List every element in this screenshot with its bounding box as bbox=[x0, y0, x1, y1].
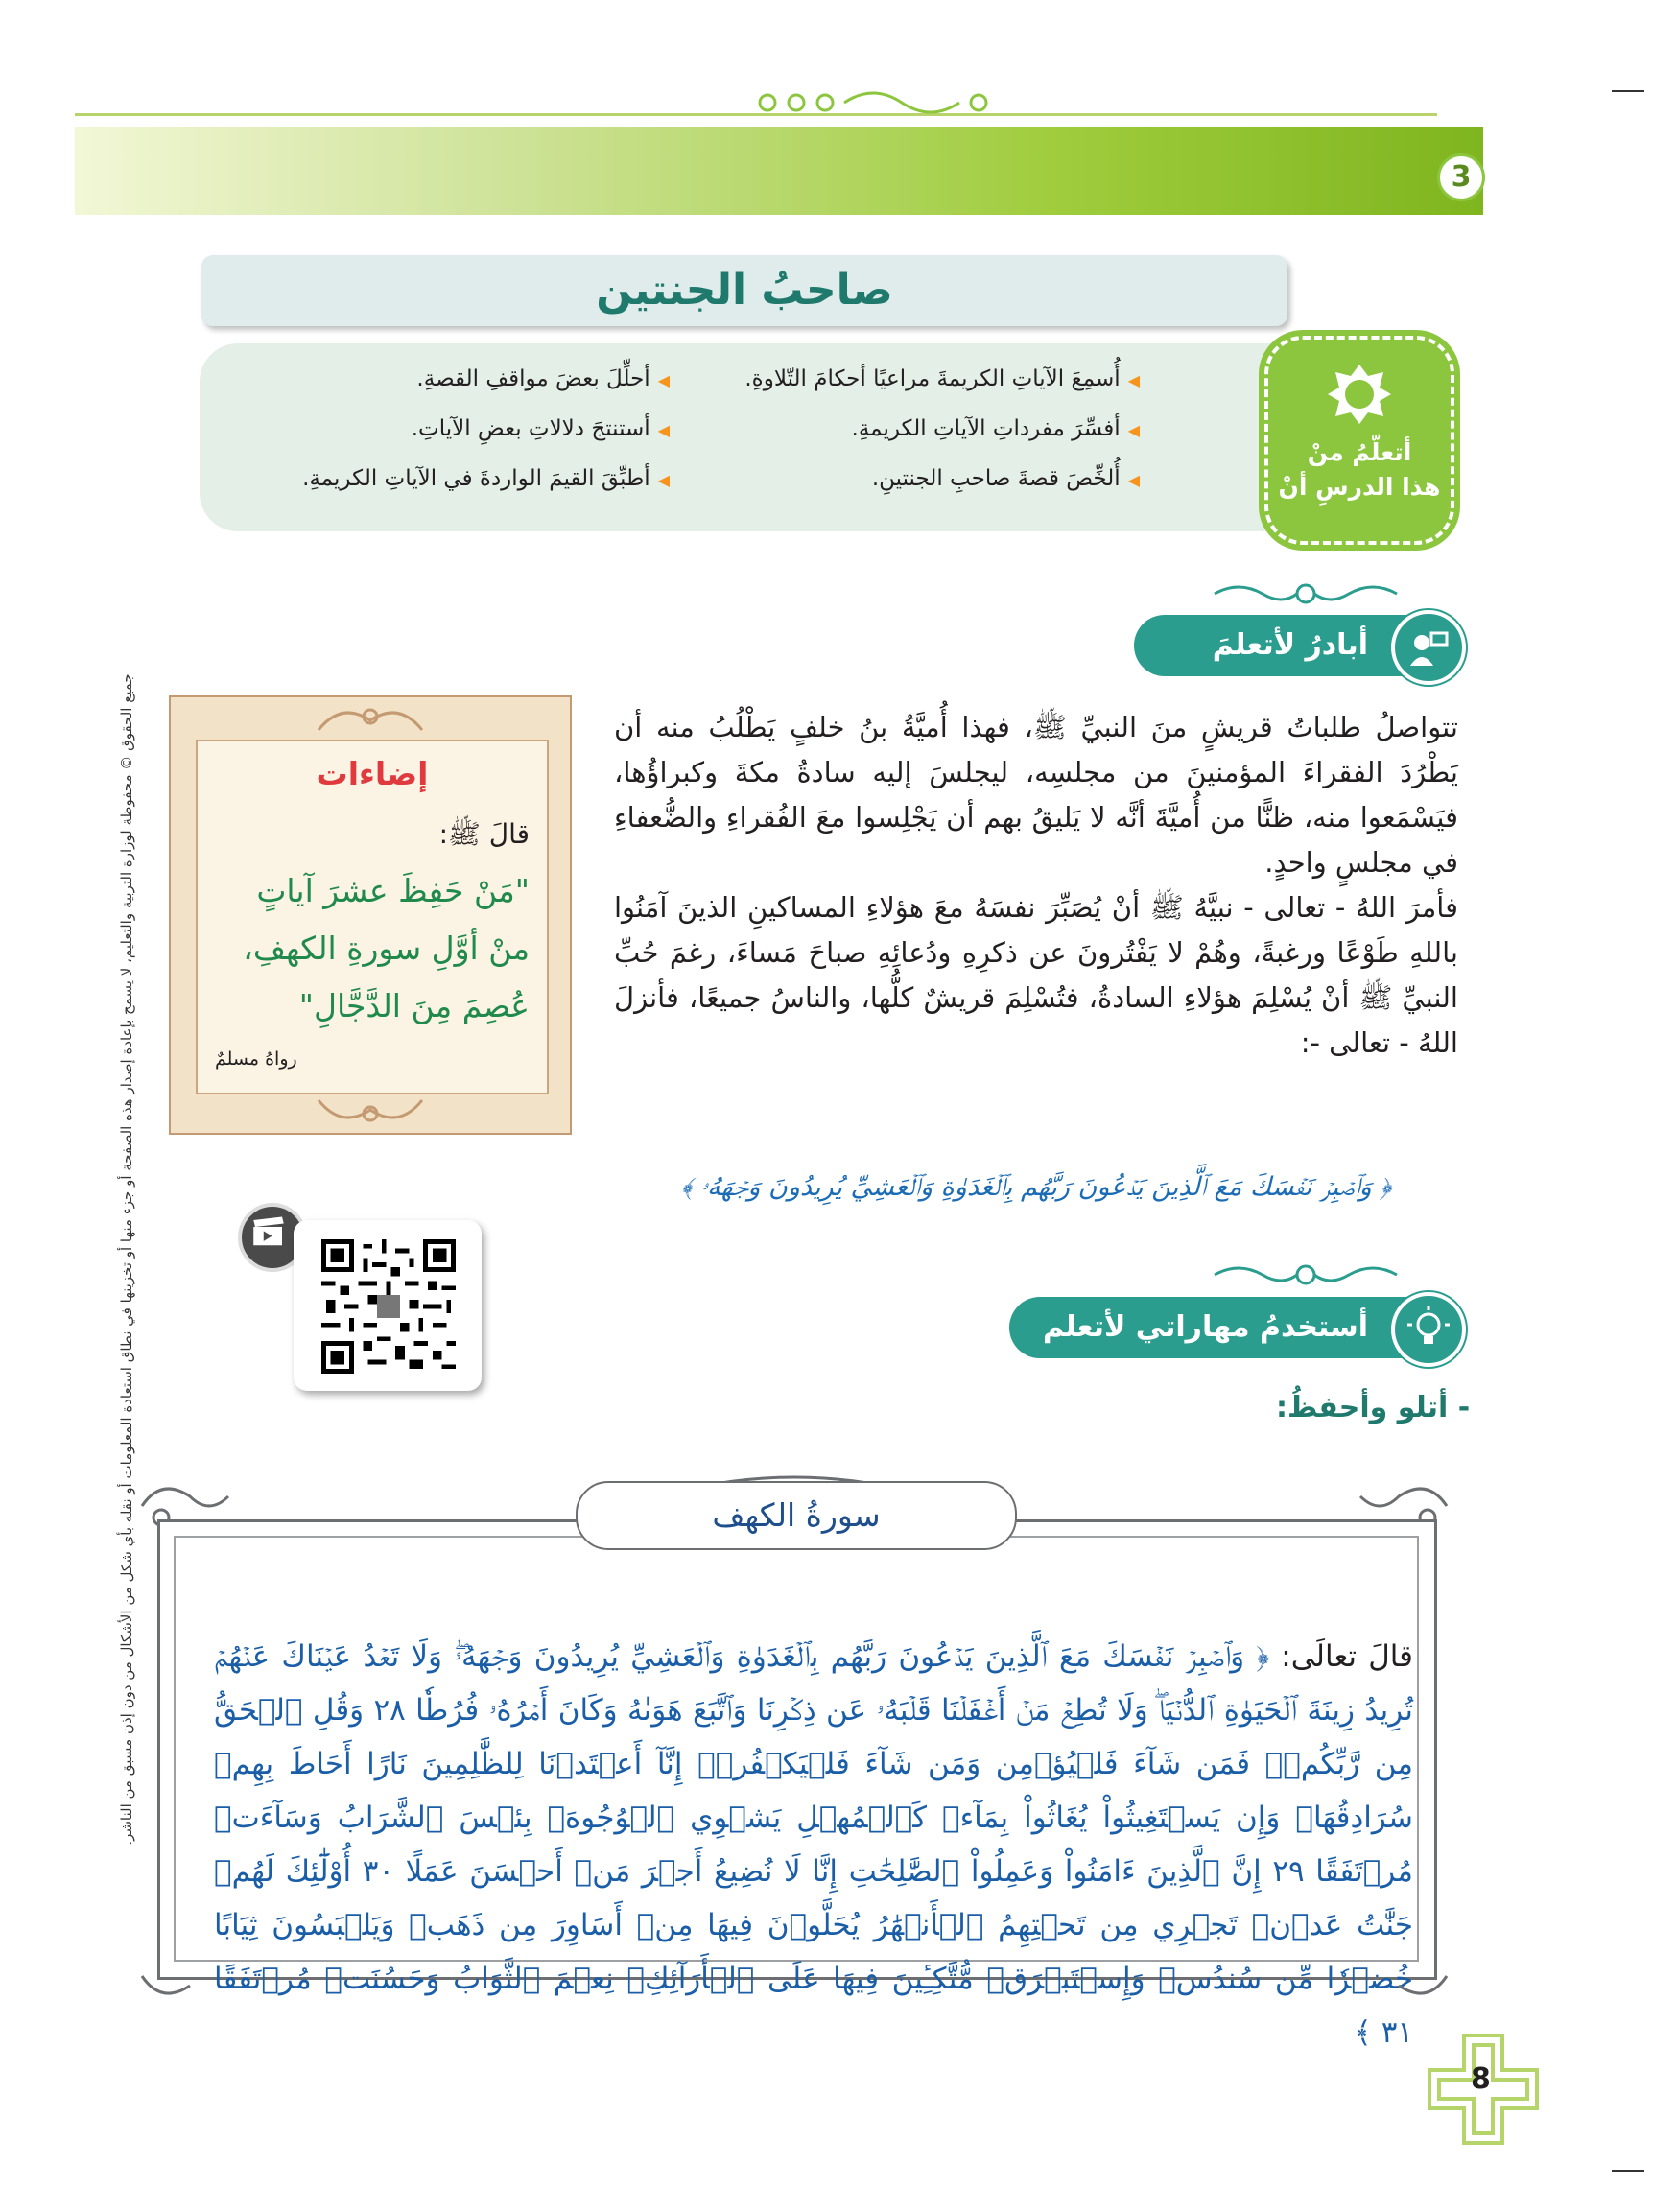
banner-ornament bbox=[729, 88, 1017, 117]
objective-item: ◀أفسِّرَ مفرداتِ الآياتِ الكريمةِ. bbox=[851, 416, 1140, 441]
verse-text: ﴿ وَٱصۡبِرۡ نَفۡسَكَ مَعَ ٱلَّذِينَ يَدۡعُونَ رَبَّهُم بِٱلۡغَدَوٰةِ وَٱلۡعَشِيِّ يُرِيدُونَ وَجۡهَهُۥۖ وَلَا تَعۡدُ عَيۡنَاكَ عَنۡهُمۡ تُرِيدُ زِينَةَ ٱلۡحَيَوٰةِ ٱلدُّنۡيَاۖ وَلَا تُطِعۡ مَنۡ أَغۡفَلۡنَا قَلۡبَهُۥ عَن ذِكۡرِنَا وَٱتَّبَعَ هَوَىٰهُ وَكَانَ أَمۡرُهُۥ فُرُطٗا ٢٨ وَقُلِ ٱلۡحَقُّ مِن رَّبِّكُمۡۖ فَمَن شَآءَ فَلۡيُؤۡمِن وَمَن شَآءَ فَلۡيَكۡفُرۡۚ إِنَّآ أَعۡتَدۡنَا لِلظَّٰلِمِينَ نَارًا أَحَاطَ بِهِمۡ سُرَادِقُهَاۚ وَإِن يَسۡتَغِيثُواْ يُغَاثُواْ بِمَآءٖ كَٱلۡمُهۡلِ يَشۡوِي ٱلۡوُجُوهَۚ بِئۡسَ ٱلشَّرَابُ وَسَآءَتۡ مُرۡتَفَقًا ٢٩ إِنَّ ٱلَّذِينَ ءَامَنُواْ وَعَمِلُواْ ٱلصَّٰلِحَٰتِ إِنَّا لَا نُضِيعُ أَجۡرَ مَنۡ أَحۡسَنَ عَمَلًا ٣٠ أُوْلَٰٓئِكَ لَهُمۡ جَنَّٰتُ عَدۡنٖ تَجۡرِي مِن تَحۡتِهِمُ ٱلۡأَنۡهَٰرُ يُحَلَّوۡنَ فِيهَا مِنۡ أَسَاوِرَ مِن ذَهَبٖ وَيَلۡبَسُونَ ثِيَابًا خُضۡرٗا مِّن سُندُسٖ وَإِسۡتَبۡرَقٖ مُّتَّكِـِٔينَ فِيهَا عَلَى ٱلۡأَرَآئِكِۚ نِعۡمَ ٱلثَّوَابُ وَحَسُنَتۡ مُرۡتَفَقًا ٣١ ﴾ bbox=[214, 1639, 1414, 2050]
page-number: 8 bbox=[1471, 2062, 1491, 2096]
objective-item: ◀أُسمِعَ الآياتِ الكريمةَ مراعيًا أحكامَ التّلاوةِ. bbox=[744, 366, 1140, 391]
bullet-icon: ◀ bbox=[657, 421, 670, 439]
bullet-icon: ◀ bbox=[1127, 421, 1140, 439]
hadith-text: "مَنْ حَفِظَ عشرَ آياتٍ منْ أوَّلِ سورةِ الكهفِ، عُصِمَ مِنَ الدَّجَّالِ" bbox=[243, 872, 530, 1024]
bullet-icon: ◀ bbox=[657, 371, 670, 389]
section-ornament bbox=[1205, 581, 1406, 606]
frame-ornament bbox=[315, 1094, 426, 1129]
copyright-notice: جميع الحقوق © محفوظة لوزارة التربية والتعليم، لا يسمح بإعادة إصدار هذه الصفحة أو جزء منها أو تخزينها في نطاق استعادة المعلومات أو نقله بأي شكل من الأشكال من دون إذن مسبق من الناشر. bbox=[118, 673, 135, 1846]
bullet-icon: ◀ bbox=[657, 471, 670, 489]
bullet-icon: ◀ bbox=[1127, 471, 1140, 489]
section-ornament bbox=[1205, 1262, 1406, 1287]
star-icon bbox=[1328, 363, 1391, 426]
illuminations-box bbox=[169, 695, 572, 1135]
surah-title: سورةُ الكهف bbox=[712, 1496, 881, 1534]
lesson-number: 3 bbox=[1437, 153, 1485, 201]
intro-paragraph bbox=[614, 705, 1458, 1066]
objective-item: ◀أحلِّلَ بعضَ مواقفِ القصةِ. bbox=[416, 366, 670, 391]
objectives-badge bbox=[1255, 326, 1456, 549]
hadith-intro: قالَ ﷺ: bbox=[438, 818, 530, 850]
objectives-badge-text: أتعلّمُ منْ هذا الدرسِ أنْ bbox=[1278, 438, 1441, 501]
qr-code[interactable] bbox=[319, 1239, 459, 1374]
quran-frame bbox=[123, 1468, 1466, 2050]
objective-item: ◀أُلخِّصَ قصةَ صاحبِ الجنتينِ. bbox=[871, 466, 1140, 491]
surah-title-box bbox=[576, 1481, 1017, 1550]
objective-item: ◀أستنتجَ دلالاتِ بعضِ الآياتِ. bbox=[411, 416, 670, 441]
section-header-skills: أستخدمُ مهاراتي لأتعلم bbox=[1009, 1297, 1451, 1358]
recite-label: - أتلو وأحفظُ: bbox=[1276, 1391, 1471, 1424]
page-title: صاحبُ الجنتين bbox=[596, 266, 893, 315]
frame-ornament bbox=[315, 701, 426, 736]
crop-mark bbox=[1612, 90, 1644, 92]
verse-quote: ﴿ وَٱصۡبِرۡ نَفۡسَكَ مَعَ ٱلَّذِينَ يَدۡعُونَ رَبَّهُم بِٱلۡغَدَوٰةِ وَٱلۡعَشِيِّ يُرِيدُونَ وَجۡهَهُۥ ﴾ bbox=[680, 1172, 1392, 1202]
lesson-banner bbox=[75, 127, 1483, 215]
crop-mark bbox=[1612, 2170, 1644, 2172]
objective-item: ◀أطبِّقَ القيمَ الواردةَ في الآياتِ الكريمةِ. bbox=[302, 466, 670, 491]
paragraph-2: فأمرَ اللهُ - تعالى - نبيَّهُ ﷺ أنْ يُصَبِّرَ نفسَهُ معَ هؤلاءِ المساكينِ الذينَ آمَنُوا باللهِ طَوْعًا ورغبةً، وهُمْ لا يَفْتُرونَ عن ذكرِهِ ودُعائِهِ صباحَ مَساءَ، رغمَ حُبِّ النبيِّ ﷺ أنْ يُسْلِمَ هؤلاءِ السادةُ، فتُسْلِمَ قريشٌ كلُّها، والناسُ جميعًا، فأنزلَ اللهُ - تعالى -: bbox=[614, 891, 1458, 1059]
illuminations-title: إضاءات bbox=[316, 755, 429, 792]
frame-ornament bbox=[123, 1966, 1466, 2005]
learner-icon bbox=[1391, 610, 1466, 685]
hadith-source: رواهُ مسلمٌ bbox=[215, 1048, 297, 1070]
bullet-icon: ◀ bbox=[1127, 371, 1140, 389]
objectives-box bbox=[200, 343, 1303, 531]
lightbulb-icon bbox=[1391, 1292, 1466, 1367]
section-header-start: أبادرُ لأتعلمَ bbox=[1134, 615, 1451, 676]
lesson-title-box bbox=[201, 255, 1287, 326]
lesson-number-badge bbox=[1420, 136, 1497, 213]
paragraph-1: تتواصلُ طلباتُ قريشٍ منَ النبيِّ ﷺ، فهذا أُميَّةُ بنُ خلفٍ يَطْلُبُ منه أن يَطْرُدَ الفقراءَ المؤمنينَ من مجلسِه، ليجلسَ إليه سادةُ مكةَ وكبراؤُها، فيَسْمَعوا منه، ظنًّا من أُميَّةَ أنَّه لا يَليقُ بهم أن يَجْلِسوا معَ الفُقراءِ والضُّعفاءِ في مجلسٍ واحدٍ. bbox=[614, 711, 1458, 879]
verse-intro: قالَ تعالَى: bbox=[1281, 1639, 1413, 1674]
qr-code-card[interactable] bbox=[294, 1220, 482, 1391]
